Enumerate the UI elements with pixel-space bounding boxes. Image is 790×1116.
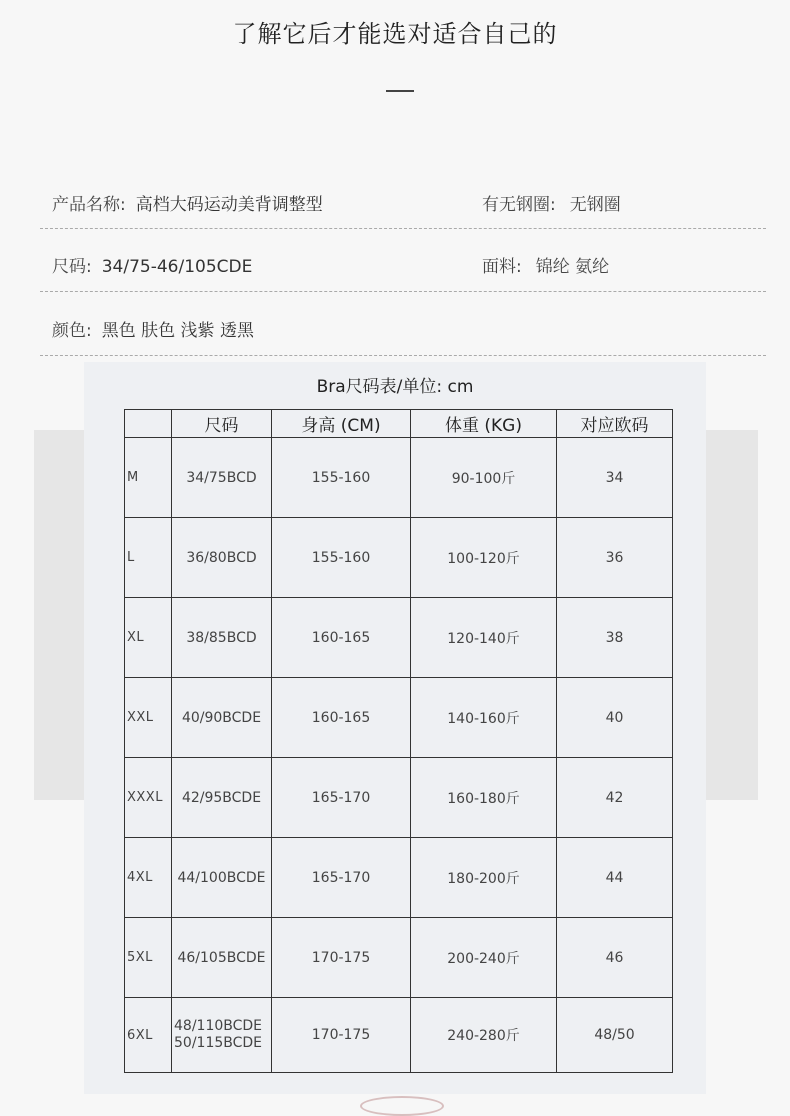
spec-product-name (52, 190, 323, 215)
size-value: 34/75-46/105CDE (101, 257, 253, 277)
size-cell: 38/85BCD (172, 598, 272, 678)
size-chart-title: Bra尺码表/单位: cm (316, 377, 474, 397)
table-row (125, 918, 673, 998)
size-cell: 48/110BCDE 50/115BCDE (172, 998, 272, 1073)
row-label-cell: M (125, 438, 172, 518)
page-heading: 了解它后才能选对适合自己的 (232, 20, 558, 48)
header-height: 身高 (CM) (272, 410, 411, 438)
spec-size (52, 252, 252, 277)
row-label-cell: XXXL (125, 758, 172, 838)
height-cell: 160-165 (272, 678, 411, 758)
size-cell: 46/105BCDE (172, 918, 272, 998)
size-label: 尺码: (52, 257, 92, 277)
spec-divider (40, 355, 766, 356)
underwire-value: 无钢圈 (569, 195, 621, 215)
header-weight: 体重 (KG) (411, 410, 557, 438)
heading-divider (386, 90, 414, 92)
height-cell: 155-160 (272, 518, 411, 598)
height-cell: 165-170 (272, 758, 411, 838)
eu-size-cell: 38 (557, 598, 673, 678)
weight-cell: 90-100斤 (411, 438, 557, 518)
product-name-label: 产品名称: (52, 195, 126, 215)
spec-fabric (482, 252, 609, 277)
row-label-cell: 5XL (125, 918, 172, 998)
eu-size-cell: 48/50 (557, 998, 673, 1073)
spec-color (52, 316, 254, 341)
table-row (125, 838, 673, 918)
weight-cell: 200-240斤 (411, 918, 557, 998)
size-cell: 36/80BCD (172, 518, 272, 598)
row-label-cell: L (125, 518, 172, 598)
backdrop-band-right (706, 430, 758, 800)
size-chart-table (124, 409, 673, 1073)
table-row (125, 678, 673, 758)
height-cell: 170-175 (272, 918, 411, 998)
weight-cell: 140-160斤 (411, 678, 557, 758)
eu-size-cell: 40 (557, 678, 673, 758)
header-label (125, 410, 172, 438)
decorative-ring (360, 1096, 444, 1116)
eu-size-cell: 46 (557, 918, 673, 998)
row-label-cell: XXL (125, 678, 172, 758)
height-cell: 165-170 (272, 838, 411, 918)
eu-size-cell: 44 (557, 838, 673, 918)
table-row (125, 758, 673, 838)
color-label: 颜色: (52, 321, 92, 341)
size-cell: 40/90BCDE (172, 678, 272, 758)
header-eu-size: 对应欧码 (557, 410, 673, 438)
table-row (125, 998, 673, 1073)
row-label-cell: 4XL (125, 838, 172, 918)
header-size: 尺码 (172, 410, 272, 438)
row-label-cell: 6XL (125, 998, 172, 1073)
fabric-value: 锦纶 氨纶 (535, 257, 610, 277)
eu-size-cell: 42 (557, 758, 673, 838)
weight-cell: 240-280斤 (411, 998, 557, 1073)
height-cell: 155-160 (272, 438, 411, 518)
table-row (125, 518, 673, 598)
weight-cell: 160-180斤 (411, 758, 557, 838)
size-cell: 44/100BCDE (172, 838, 272, 918)
height-cell: 160-165 (272, 598, 411, 678)
table-row (125, 438, 673, 518)
underwire-label: 有无钢圈: (482, 195, 556, 215)
spec-underwire (482, 190, 621, 215)
eu-size-cell: 34 (557, 438, 673, 518)
eu-size-cell: 36 (557, 518, 673, 598)
backdrop-band-left (34, 430, 86, 800)
product-name-value: 高档大码运动美背调整型 (135, 195, 323, 215)
color-value: 黑色 肤色 浅紫 透黑 (101, 321, 254, 341)
table-header-row (125, 410, 673, 438)
weight-cell: 100-120斤 (411, 518, 557, 598)
weight-cell: 180-200斤 (411, 838, 557, 918)
height-cell: 170-175 (272, 998, 411, 1073)
size-cell: 42/95BCDE (172, 758, 272, 838)
weight-cell: 120-140斤 (411, 598, 557, 678)
row-label-cell: XL (125, 598, 172, 678)
size-cell: 34/75BCD (172, 438, 272, 518)
spec-divider (40, 228, 766, 229)
fabric-label: 面料: (482, 257, 522, 277)
table-row (125, 598, 673, 678)
spec-divider (40, 291, 766, 292)
